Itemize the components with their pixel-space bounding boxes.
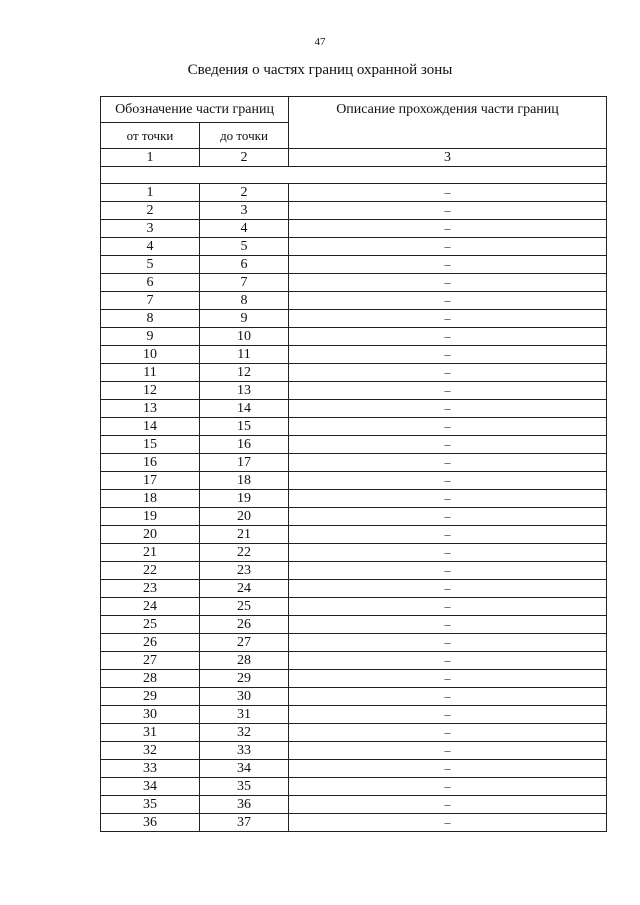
description-cell: – bbox=[289, 220, 607, 238]
description-cell: – bbox=[289, 796, 607, 814]
table-row bbox=[101, 472, 607, 490]
to-point-cell: 28 bbox=[200, 652, 289, 670]
page-number: 47 bbox=[314, 36, 326, 48]
description-cell: – bbox=[289, 256, 607, 274]
table-row bbox=[101, 184, 607, 202]
table-row bbox=[101, 706, 607, 724]
to-point-cell: 15 bbox=[200, 418, 289, 436]
from-point-cell: 27 bbox=[101, 652, 200, 670]
description-cell: – bbox=[289, 184, 607, 202]
from-point-cell: 12 bbox=[101, 382, 200, 400]
to-point-cell: 34 bbox=[200, 760, 289, 778]
description-cell: – bbox=[289, 598, 607, 616]
to-point-cell: 7 bbox=[200, 274, 289, 292]
to-point-cell: 14 bbox=[200, 400, 289, 418]
description-cell: – bbox=[289, 760, 607, 778]
to-point-cell: 9 bbox=[200, 310, 289, 328]
table-row bbox=[101, 400, 607, 418]
description-cell: – bbox=[289, 382, 607, 400]
from-point-cell: 22 bbox=[101, 562, 200, 580]
table-row bbox=[101, 742, 607, 760]
table-row bbox=[101, 544, 607, 562]
table-row bbox=[101, 526, 607, 544]
table-row bbox=[101, 310, 607, 328]
column-number-row bbox=[101, 149, 607, 167]
from-point-cell: 16 bbox=[101, 454, 200, 472]
to-point-cell: 31 bbox=[200, 706, 289, 724]
table-row bbox=[101, 670, 607, 688]
table-row bbox=[101, 580, 607, 598]
header-description-label: Описание прохождения части границ bbox=[289, 97, 607, 149]
table-row bbox=[101, 256, 607, 274]
to-point-cell: 8 bbox=[200, 292, 289, 310]
header-from-label: от точки bbox=[101, 123, 200, 149]
description-cell: – bbox=[289, 652, 607, 670]
to-point-cell: 19 bbox=[200, 490, 289, 508]
from-point-cell: 17 bbox=[101, 472, 200, 490]
description-cell: – bbox=[289, 580, 607, 598]
blank-cell bbox=[101, 167, 607, 184]
description-cell: – bbox=[289, 436, 607, 454]
table-row bbox=[101, 274, 607, 292]
table-row bbox=[101, 220, 607, 238]
to-point-cell: 3 bbox=[200, 202, 289, 220]
to-point-cell: 29 bbox=[200, 670, 289, 688]
description-cell: – bbox=[289, 508, 607, 526]
to-point-cell: 27 bbox=[200, 634, 289, 652]
to-point-cell: 37 bbox=[200, 814, 289, 832]
description-cell: – bbox=[289, 814, 607, 832]
document-title: Сведения о частях границ охранной зоны bbox=[187, 62, 453, 78]
from-point-cell: 29 bbox=[101, 688, 200, 706]
table-row bbox=[101, 490, 607, 508]
from-point-cell: 35 bbox=[101, 796, 200, 814]
from-point-cell: 25 bbox=[101, 616, 200, 634]
description-cell: – bbox=[289, 670, 607, 688]
to-point-cell: 17 bbox=[200, 454, 289, 472]
description-cell: – bbox=[289, 544, 607, 562]
from-point-cell: 18 bbox=[101, 490, 200, 508]
description-cell: – bbox=[289, 778, 607, 796]
to-point-cell: 26 bbox=[200, 616, 289, 634]
to-point-cell: 25 bbox=[200, 598, 289, 616]
table-row bbox=[101, 760, 607, 778]
description-cell: – bbox=[289, 202, 607, 220]
column-number: 1 bbox=[101, 149, 200, 167]
from-point-cell: 21 bbox=[101, 544, 200, 562]
table-row bbox=[101, 418, 607, 436]
description-cell: – bbox=[289, 292, 607, 310]
from-point-cell: 26 bbox=[101, 634, 200, 652]
description-cell: – bbox=[289, 364, 607, 382]
to-point-cell: 5 bbox=[200, 238, 289, 256]
description-cell: – bbox=[289, 454, 607, 472]
to-point-cell: 20 bbox=[200, 508, 289, 526]
description-cell: – bbox=[289, 706, 607, 724]
from-point-cell: 33 bbox=[101, 760, 200, 778]
table-row bbox=[101, 328, 607, 346]
to-point-cell: 32 bbox=[200, 724, 289, 742]
description-cell: – bbox=[289, 724, 607, 742]
to-point-cell: 21 bbox=[200, 526, 289, 544]
to-point-cell: 11 bbox=[200, 346, 289, 364]
description-cell: – bbox=[289, 634, 607, 652]
from-point-cell: 19 bbox=[101, 508, 200, 526]
table-row bbox=[101, 382, 607, 400]
description-cell: – bbox=[289, 418, 607, 436]
from-point-cell: 28 bbox=[101, 670, 200, 688]
description-cell: – bbox=[289, 688, 607, 706]
to-point-cell: 35 bbox=[200, 778, 289, 796]
table-row bbox=[101, 454, 607, 472]
table-row bbox=[101, 364, 607, 382]
to-point-cell: 13 bbox=[200, 382, 289, 400]
header-row-1 bbox=[101, 97, 607, 123]
description-cell: – bbox=[289, 274, 607, 292]
table-row bbox=[101, 724, 607, 742]
description-cell: – bbox=[289, 346, 607, 364]
to-point-cell: 2 bbox=[200, 184, 289, 202]
to-point-cell: 23 bbox=[200, 562, 289, 580]
table-body bbox=[101, 97, 607, 832]
to-point-cell: 12 bbox=[200, 364, 289, 382]
table-row bbox=[101, 598, 607, 616]
from-point-cell: 31 bbox=[101, 724, 200, 742]
to-point-cell: 22 bbox=[200, 544, 289, 562]
from-point-cell: 5 bbox=[101, 256, 200, 274]
from-point-cell: 3 bbox=[101, 220, 200, 238]
from-point-cell: 11 bbox=[101, 364, 200, 382]
to-point-cell: 36 bbox=[200, 796, 289, 814]
table-row bbox=[101, 634, 607, 652]
from-point-cell: 24 bbox=[101, 598, 200, 616]
from-point-cell: 34 bbox=[101, 778, 200, 796]
to-point-cell: 33 bbox=[200, 742, 289, 760]
boundary-parts-table bbox=[100, 96, 607, 832]
description-cell: – bbox=[289, 238, 607, 256]
table-row bbox=[101, 346, 607, 364]
from-point-cell: 1 bbox=[101, 184, 200, 202]
from-point-cell: 32 bbox=[101, 742, 200, 760]
from-point-cell: 8 bbox=[101, 310, 200, 328]
to-point-cell: 18 bbox=[200, 472, 289, 490]
table-row bbox=[101, 814, 607, 832]
description-cell: – bbox=[289, 616, 607, 634]
table-row bbox=[101, 436, 607, 454]
table-row bbox=[101, 292, 607, 310]
from-point-cell: 15 bbox=[101, 436, 200, 454]
column-number: 3 bbox=[289, 149, 607, 167]
from-point-cell: 13 bbox=[101, 400, 200, 418]
from-point-cell: 2 bbox=[101, 202, 200, 220]
description-cell: – bbox=[289, 742, 607, 760]
from-point-cell: 23 bbox=[101, 580, 200, 598]
column-number: 2 bbox=[200, 149, 289, 167]
from-point-cell: 4 bbox=[101, 238, 200, 256]
header-group-label: Обозначение части границ bbox=[101, 97, 289, 123]
from-point-cell: 36 bbox=[101, 814, 200, 832]
from-point-cell: 9 bbox=[101, 328, 200, 346]
from-point-cell: 6 bbox=[101, 274, 200, 292]
blank-separator-row bbox=[101, 167, 607, 184]
description-cell: – bbox=[289, 472, 607, 490]
to-point-cell: 10 bbox=[200, 328, 289, 346]
description-cell: – bbox=[289, 400, 607, 418]
description-cell: – bbox=[289, 490, 607, 508]
from-point-cell: 7 bbox=[101, 292, 200, 310]
table-row bbox=[101, 652, 607, 670]
description-cell: – bbox=[289, 310, 607, 328]
description-cell: – bbox=[289, 526, 607, 544]
table-row bbox=[101, 202, 607, 220]
from-point-cell: 14 bbox=[101, 418, 200, 436]
to-point-cell: 6 bbox=[200, 256, 289, 274]
table-row bbox=[101, 508, 607, 526]
to-point-cell: 16 bbox=[200, 436, 289, 454]
header-to-label: до точки bbox=[200, 123, 289, 149]
from-point-cell: 10 bbox=[101, 346, 200, 364]
table-row bbox=[101, 616, 607, 634]
to-point-cell: 30 bbox=[200, 688, 289, 706]
table-row bbox=[101, 778, 607, 796]
table-row bbox=[101, 562, 607, 580]
table-row bbox=[101, 238, 607, 256]
table-row bbox=[101, 796, 607, 814]
description-cell: – bbox=[289, 562, 607, 580]
from-point-cell: 30 bbox=[101, 706, 200, 724]
from-point-cell: 20 bbox=[101, 526, 200, 544]
to-point-cell: 24 bbox=[200, 580, 289, 598]
table-row bbox=[101, 688, 607, 706]
to-point-cell: 4 bbox=[200, 220, 289, 238]
description-cell: – bbox=[289, 328, 607, 346]
